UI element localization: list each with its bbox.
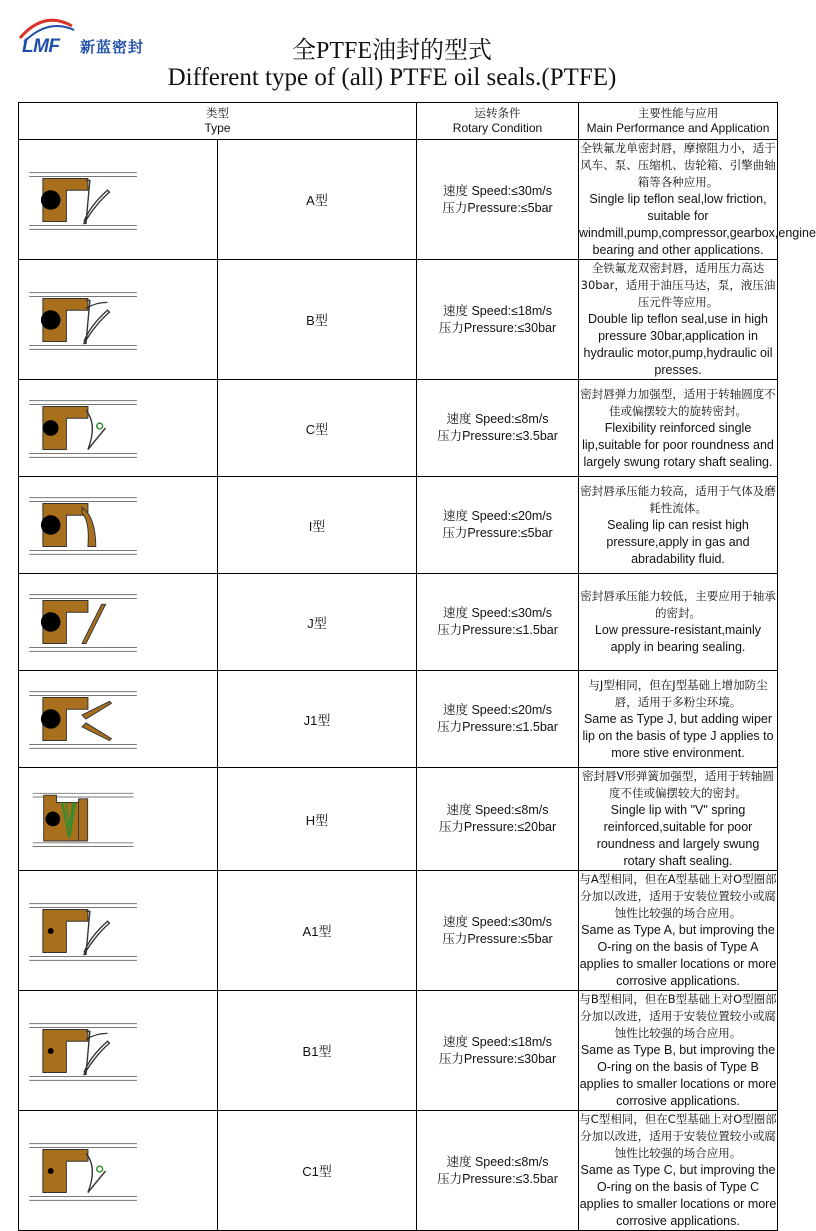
performance-cell [579,140,816,260]
page-title: 全PTFE油封的型式 [291,38,492,64]
seal-type-label: B1型 [218,991,417,1111]
seal-type-label: J型 [218,574,417,671]
pressure-value: 压力Pressure:≤20bar [438,820,557,834]
pressure-value: 压力Pressure:≤5bar [442,526,553,540]
seal-type-label: B型 [218,260,417,380]
type-b1-seal-icon [19,1004,149,1098]
seal-illustration-cell [19,574,218,671]
performance-cell [579,260,778,380]
seal-illustration-cell [19,991,218,1111]
seal-type-label: C1型 [218,1111,417,1231]
description-cn: 密封唇弹力加强型，适用于转轴圆度不佳或偏摆较大的旋转密封。 [580,386,776,418]
speed-value: 速度 Speed:≤30m/s [443,183,552,198]
pressure-value: 压力Pressure:≤1.5bar [437,720,558,734]
table-row [19,380,778,477]
table-row [19,1111,778,1231]
type-a-seal-icon [19,153,149,247]
type-a1-seal-icon [19,884,149,978]
pressure-value: 压力Pressure:≤5bar [442,931,553,946]
description-en: Low pressure-resistant,mainly apply in bearing sealing. [594,623,762,654]
pressure-value: 压力Pressure:≤30bar [438,320,557,335]
rotary-condition-cell [417,671,579,768]
rotary-condition-cell [417,574,579,671]
header-performance-en: Main Performance and Application [586,121,770,135]
performance-cell [579,671,778,768]
table-row [19,260,778,380]
speed-value: 速度 Speed:≤8m/s [446,803,549,817]
speed-value: 速度 Speed:≤30m/s [443,606,552,620]
page-subtitle: Different type of (all) PTFE oil seals.(PTFE) [167,64,617,91]
description-cn: 全铁氟龙双密封唇，适用压力高达30bar，适用于油压马达，泵，液压油压元件等应用。 [580,261,776,309]
description-en: Single lip teflon seal,low friction, suitable for windmill,pump,compressor,gearbox,engine bearing and other applications. [579,192,816,257]
seal-illustration-cell [19,477,218,574]
seal-illustration-cell [19,871,218,991]
seal-type-table [18,102,816,1231]
header-type-en: Type [204,121,231,135]
description-cn: 密封唇V形弹簧加强型，适用于转轴圆度不佳或偏摆较大的密封。 [582,769,774,800]
type-i-seal-icon [19,478,149,572]
seal-type-label: A1型 [218,871,417,991]
table-row [19,671,778,768]
performance-cell [579,574,778,671]
rotary-condition-cell [417,260,579,380]
description-en: Same as Type J, but adding wiper lip on the basis of type J applies to more stive environment. [582,711,774,760]
seal-illustration-cell [19,140,218,260]
seal-illustration-cell [19,671,218,768]
rotary-condition-cell [417,140,579,260]
type-b-seal-icon [19,273,149,367]
logo-brand: LMF [22,36,60,57]
description-cn: 密封唇承压能力较低，主要应用于轴承的密封。 [580,589,776,620]
header-condition [417,103,579,140]
description-cn: 与B型相同，但在B型基础上对O型圈部分加以改进，适用于安装位置较小或腐蚀性比较强的场合应用。 [579,992,777,1040]
type-c1-seal-icon [19,1124,149,1218]
seal-type-label: H型 [218,768,417,871]
performance-cell [579,477,778,574]
rotary-condition-cell [417,1111,579,1231]
speed-value: 速度 Speed:≤20m/s [443,703,552,717]
type-j1-seal-icon [19,672,149,766]
pressure-value: 压力Pressure:≤5bar [442,200,553,215]
header-performance-cn: 主要性能与应用 [637,106,719,120]
speed-value: 速度 Speed:≤8m/s [446,1154,549,1169]
description-cn: 与J型相同，但在J型基础上增加防尘唇，适用于多粉尘环境。 [588,677,768,709]
speed-value: 速度 Speed:≤18m/s [443,303,552,318]
description-en: Double lip teflon seal,use in high pressure 30bar,application in hydraulic motor,pump,hydraulic oil presses. [583,312,773,377]
header-type [19,103,417,140]
description-cn: 与C型相同，但在C型基础上对O型圈部分加以改进，适用于安装位置较小或腐蚀性比较强的场合应用。 [579,1112,777,1160]
performance-cell [579,768,778,871]
performance-cell [579,991,778,1111]
seal-type-label: J1型 [218,671,417,768]
header-type-cn: 类型 [206,106,229,120]
description-en: Same as Type C, but improving the O-ring on the basis of Type C applies to smaller locations or more corrosive applications. [579,1163,777,1228]
table-row [19,768,778,871]
speed-value: 速度 Speed:≤20m/s [443,509,552,523]
pressure-value: 压力Pressure:≤1.5bar [437,623,558,637]
logo-name: 新蓝密封 [80,39,145,56]
rotary-condition-cell [417,991,579,1111]
description-cn: 与A型相同，但在A型基础上对O型圈部分加以改进，适用于安装位置较小或腐蚀性比较强的场合应用。 [579,872,777,920]
speed-value: 速度 Speed:≤8m/s [446,412,549,426]
seal-type-label: C型 [218,380,417,477]
rotary-condition-cell [417,768,579,871]
table-row [19,574,778,671]
seal-type-label: I型 [218,477,417,574]
description-en: Flexibility reinforced single lip,suitable for poor roundness and largely swung rotary shaft sealing. [582,420,774,469]
table-row [19,477,778,574]
rotary-condition-cell [417,477,579,574]
table-row [19,871,778,991]
type-h-seal-icon [19,775,149,863]
description-cn: 密封唇承压能力较高，适用于气体及磨耗性流体。 [580,483,776,515]
description-en: Single lip with "V" spring reinforced,suitable for poor roundness and largely swung rotary shaft sealing. [596,803,760,868]
pressure-value: 压力Pressure:≤3.5bar [437,429,558,443]
seal-type-label: A型 [218,140,417,260]
seal-illustration-cell [19,768,218,871]
table-row [19,140,778,260]
performance-cell [579,1111,778,1231]
speed-value: 速度 Speed:≤18m/s [443,1034,552,1049]
rotary-condition-cell [417,871,579,991]
description-en: Sealing lip can resist high pressure,apply in gas and abradability fluid. [606,517,750,566]
type-c-seal-icon [19,381,149,475]
table-row [19,991,778,1111]
header-condition-cn: 运转条件 [474,106,521,120]
pressure-value: 压力Pressure:≤30bar [438,1051,557,1066]
pressure-value: 压力Pressure:≤3.5bar [437,1171,558,1186]
speed-value: 速度 Speed:≤30m/s [443,914,552,929]
description-en: Same as Type A, but improving the O-ring on the basis of Type A applies to smaller locations or more corrosive applications. [579,923,777,988]
seal-illustration-cell [19,1111,218,1231]
seal-illustration-cell [19,260,218,380]
description-cn: 全铁氟龙单密封唇，摩擦阻力小，适于风车、泵、压缩机、齿轮箱、引擎曲轴箱等各种应用。 [580,141,776,189]
performance-cell [579,380,778,477]
description-en: Same as Type B, but improving the O-ring on the basis of Type B applies to smaller locations or more corrosive applications. [579,1043,777,1108]
header-performance [579,103,778,140]
rotary-condition-cell [417,380,579,477]
type-j-seal-icon [19,575,149,669]
seal-illustration-cell [19,380,218,477]
table-header-row [19,103,778,140]
performance-cell [579,871,778,991]
header-condition-en: Rotary Condition [452,121,543,135]
